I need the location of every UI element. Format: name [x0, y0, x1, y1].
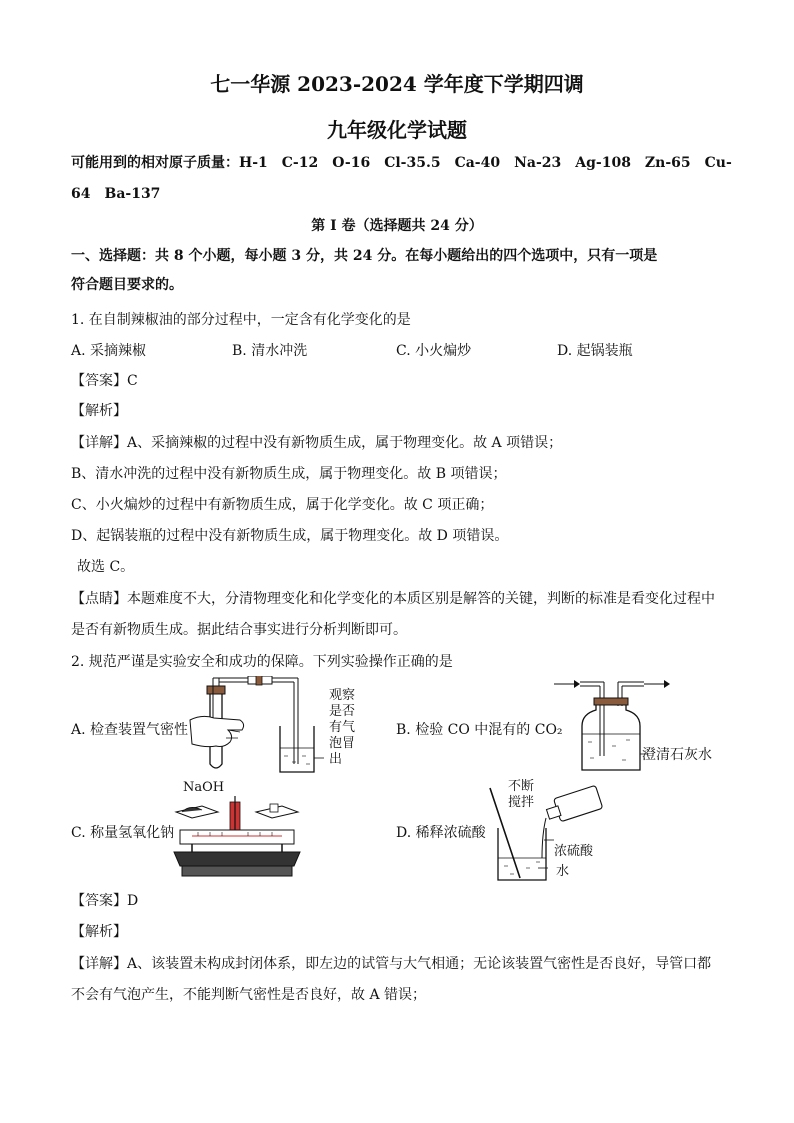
- q2-detail-1: 【详解】A、该装置未构成封闭体系，即左边的试管与大气相通；无论该装置气密性是否良好，导管口都: [71, 956, 712, 972]
- q2-option-a: A. 检查装置气密性: [71, 722, 189, 738]
- q1-option-d: D. 起锅装瓶: [557, 343, 633, 359]
- q1-detail-2: B、清水冲洗的过程中没有新物质生成，属于物理变化。故 B 项错误；: [71, 466, 507, 482]
- q1-option-a: A. 采摘辣椒: [71, 343, 147, 359]
- q2-detail-2: 不会有气泡产生，不能判断气密性是否良好，故 A 错误；: [71, 987, 427, 1003]
- section-instruction-1: 一、选择题：共 8 个小题，每小题 3 分，共 24 分。在每小题给出的四个选项中，只有一项是: [71, 248, 658, 264]
- section-instruction-2: 符合题目要求的。: [71, 277, 183, 293]
- fig-a-label-line: 是否: [329, 704, 356, 719]
- q2-analysis-label: 【解析】: [71, 924, 127, 940]
- q1-stem: 1. 在自制辣椒油的部分过程中，一定含有化学变化的是: [71, 312, 411, 328]
- volume-title: 第 I 卷（选择题共 24 分）: [311, 218, 483, 234]
- fig-a-label-line: 有气: [329, 720, 356, 735]
- q1-answer: 【答案】C: [71, 373, 138, 389]
- page-subtitle: 九年级化学试题: [327, 118, 467, 142]
- fig-d-label-line: 不断: [508, 779, 535, 794]
- q2-stem: 2. 规范严谨是实验安全和成功的保障。下列实验操作正确的是: [71, 654, 453, 670]
- q1-detail-4: D、起锅装瓶的过程中没有新物质生成，属于物理变化。故 D 项错误。: [71, 528, 509, 544]
- q1-detail-1: 【详解】A、采摘辣椒的过程中没有新物质生成，属于物理变化。故 A 项错误；: [71, 435, 563, 451]
- q2-option-d: D. 稀释浓硫酸: [396, 825, 486, 841]
- fig-b-label: 澄清石灰水: [642, 747, 712, 763]
- q1-option-b: B. 清水冲洗: [232, 343, 308, 359]
- q2-option-c: C. 称量氢氧化钠: [71, 825, 175, 841]
- q1-analysis-label: 【解析】: [71, 403, 127, 419]
- q1-comment-1: 【点睛】本题难度不大，分清物理变化和化学变化的本质区别是解答的关键，判断的标准是看变化过程中: [71, 591, 715, 607]
- q1-detail-3: C、小火煸炒的过程中有新物质生成，属于化学变化。故 C 项正确；: [71, 497, 494, 513]
- atomic-mass-line-2: 64 Ba-137: [71, 186, 161, 202]
- q2-answer: 【答案】D: [71, 893, 139, 909]
- fig-a-label-line: 观察: [329, 688, 356, 703]
- page-title: 七一华源 2023-2024 学年度下学期四调: [210, 72, 584, 96]
- q1-option-c: C. 小火煸炒: [396, 343, 472, 359]
- q1-comment-2: 是否有新物质生成。据此结合事实进行分析判断即可。: [71, 622, 407, 638]
- balance-figure: [172, 796, 302, 882]
- fig-d-stir-label: [508, 779, 534, 811]
- fig-d-label-line: 搅拌: [508, 795, 535, 810]
- dilution-figure: [480, 784, 610, 884]
- fig-a-label-line: 泡冒: [329, 736, 356, 751]
- fig-a-label-line: 出: [329, 752, 343, 767]
- fig-d-water-label: 水: [556, 864, 570, 879]
- q1-conclusion: 故选 C。: [77, 559, 135, 575]
- atomic-mass-line-1: 可能用到的相对原子质量：H-1 C-12 O-16 Cl-35.5 Ca-40 Na-23 Ag-108 Zn-65 Cu-: [71, 155, 732, 171]
- fig-d-acid-label: 浓硫酸: [554, 844, 594, 859]
- fig-a-label: [329, 688, 355, 768]
- q2-option-b: B. 检验 CO 中混有的 CO₂: [396, 722, 563, 738]
- fig-c-label: NaOH: [183, 780, 225, 795]
